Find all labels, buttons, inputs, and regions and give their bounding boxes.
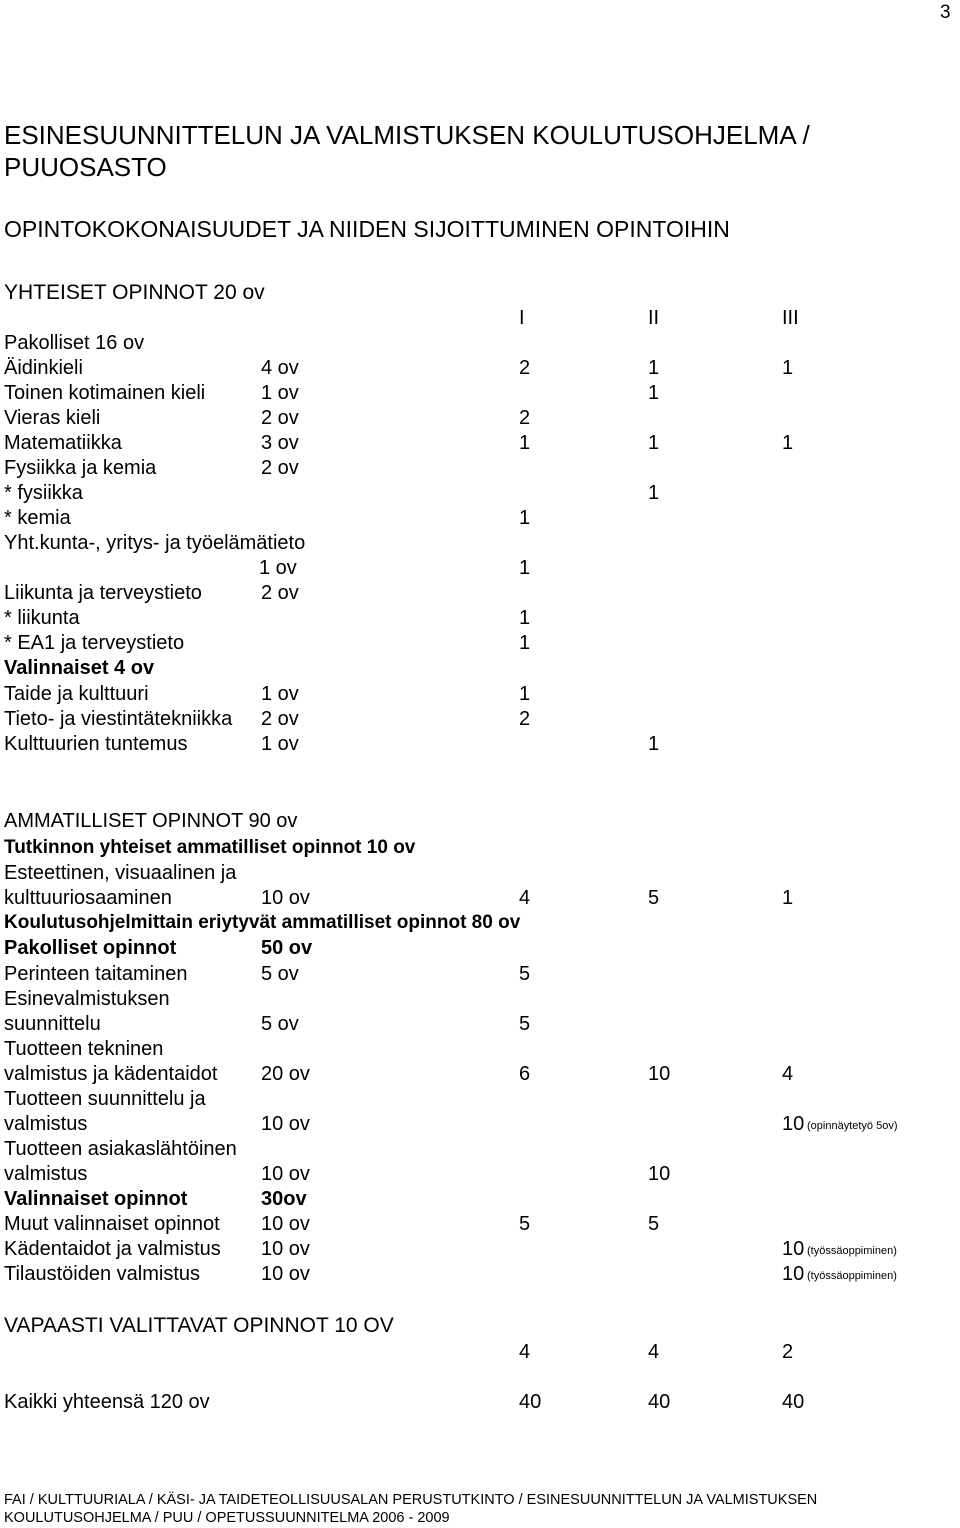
course-year2: 10 xyxy=(648,1063,671,1085)
course-ov: 10 ov xyxy=(261,1238,310,1260)
course-year2: 10 xyxy=(648,1163,671,1185)
course-ov: 10 ov xyxy=(261,1213,310,1235)
pakolliset-opinnot-ov: 50 ov xyxy=(261,937,313,959)
esteettinen-y1: 4 xyxy=(519,887,531,909)
course-year1: 1 xyxy=(519,632,531,654)
course-ov: 2 ov xyxy=(261,457,299,479)
course-year1: 2 xyxy=(519,357,531,379)
course-year1: 6 xyxy=(519,1063,531,1085)
course-name: Toinen kotimainen kieli xyxy=(4,382,206,404)
course-name-line2: suunnittelu xyxy=(4,1013,101,1035)
footer-line2: KOULUTUSOHJELMA / PUU / OPETUSSUUNNITELMA 2006 - 2009 xyxy=(4,1510,450,1526)
course-ov: 5 ov xyxy=(261,963,299,985)
course-year1: 2 xyxy=(519,407,531,429)
course-year3: 10 xyxy=(782,1238,805,1260)
footer-line1: FAI / KULTTUURIALA / KÄSI- JA TAIDETEOLLISUUSALAN PERUSTUTKINTO / ESINESUUNNITTELUN JA VALMISTUKSEN xyxy=(4,1492,818,1508)
esteettinen-ov: 10 ov xyxy=(261,887,310,909)
valinnaiset-opinnot-ov: 30ov xyxy=(261,1188,307,1210)
course-year2: 1 xyxy=(648,432,660,454)
course-year1: 1 xyxy=(519,507,531,529)
course-name: Kädentaidot ja valmistus xyxy=(4,1238,221,1260)
course-note: (työssäoppiminen) xyxy=(807,1245,897,1257)
course-ov: 20 ov xyxy=(261,1063,310,1085)
course-year2: 1 xyxy=(648,482,660,504)
year-header-3: III xyxy=(782,307,799,329)
pakolliset-opinnot-label: Pakolliset opinnot xyxy=(4,937,177,959)
esteettinen-line2: kulttuuriosaaminen xyxy=(4,887,172,909)
course-name-line1: Perinteen taitaminen xyxy=(4,963,188,985)
course-name-line1: Tuotteen tekninen xyxy=(4,1038,164,1060)
vapaasti-heading: VAPAASTI VALITTAVAT OPINNOT 10 OV xyxy=(4,1314,394,1337)
page-title-line2: PUUOSASTO xyxy=(4,152,167,182)
total-y1: 40 xyxy=(519,1391,542,1413)
course-name: Tilaustöiden valmistus xyxy=(4,1263,201,1285)
course-year3: 4 xyxy=(782,1063,794,1085)
course-ov: 10 ov xyxy=(261,1113,310,1135)
esteettinen-y2: 5 xyxy=(648,887,660,909)
course-ov: 10 ov xyxy=(261,1163,310,1185)
course-year3: 10 xyxy=(782,1263,805,1285)
course-year1: 1 xyxy=(519,432,531,454)
course-year2: 1 xyxy=(648,382,660,404)
esteettinen-y3: 1 xyxy=(782,887,794,909)
vapaasti-y3: 2 xyxy=(782,1341,794,1363)
course-name: * EA1 ja terveystieto xyxy=(4,632,185,654)
course-year1: 5 xyxy=(519,963,531,985)
course-name: Äidinkieli xyxy=(4,357,83,379)
total-label: Kaikki yhteensä 120 ov xyxy=(4,1391,210,1413)
course-note: (opinnäytetyö 5ov) xyxy=(807,1120,898,1132)
course-ov: 1 ov xyxy=(261,733,299,755)
course-name: Tieto- ja viestintätekniikka xyxy=(4,708,233,730)
course-year2: 1 xyxy=(648,733,660,755)
vapaasti-y2: 4 xyxy=(648,1341,660,1363)
esteettinen-line1: Esteettinen, visuaalinen ja xyxy=(4,862,237,884)
course-name: * liikunta xyxy=(4,607,80,629)
page-subtitle: OPINTOKOKONAISUUDET JA NIIDEN SIJOITTUMINEN OPINTOIHIN xyxy=(4,216,730,242)
valinnaiset-heading: Valinnaiset 4 ov xyxy=(4,657,155,679)
course-name: Fysiikka ja kemia xyxy=(4,457,157,479)
course-year1: 1 xyxy=(519,557,531,579)
course-name: Matematiikka xyxy=(4,432,122,454)
course-name: Vieras kieli xyxy=(4,407,101,429)
course-name: Muut valinnaiset opinnot xyxy=(4,1213,220,1235)
course-ov: 1 ov xyxy=(259,557,297,579)
valinnaiset-opinnot-label: Valinnaiset opinnot xyxy=(4,1188,188,1210)
page-number: 3 xyxy=(940,2,951,23)
vapaasti-y1: 4 xyxy=(519,1341,531,1363)
total-y3: 40 xyxy=(782,1391,805,1413)
pakolliset-heading: Pakolliset 16 ov xyxy=(4,332,145,354)
year-header-2: II xyxy=(648,307,660,329)
course-year3: 1 xyxy=(782,357,794,379)
course-name-line1: Tuotteen asiakaslähtöinen xyxy=(4,1138,237,1160)
year-header-1: I xyxy=(519,307,525,329)
course-note: (työssäoppiminen) xyxy=(807,1270,897,1282)
course-year1: 1 xyxy=(519,683,531,705)
course-name: Liikunta ja terveystieto xyxy=(4,582,202,604)
course-year2: 5 xyxy=(648,1213,660,1235)
page-title-line1: ESINESUUNNITTELUN JA VALMISTUKSEN KOULUTUSOHJELMA / xyxy=(4,120,810,150)
course-name-line1: Esinevalmistuksen xyxy=(4,988,170,1010)
course-name-line1: Tuotteen suunnittelu ja xyxy=(4,1088,206,1110)
course-ov: 3 ov xyxy=(261,432,299,454)
course-year3: 1 xyxy=(782,432,794,454)
course-ov: 2 ov xyxy=(261,708,299,730)
course-name: * fysiikka xyxy=(4,482,83,504)
course-year1: 5 xyxy=(519,1013,531,1035)
yhteiset-heading: YHTEISET OPINNOT 20 ov xyxy=(4,281,265,304)
course-ov: 2 ov xyxy=(261,582,299,604)
ammatilliset-heading: AMMATILLISET OPINNOT 90 ov xyxy=(4,810,298,832)
course-name-line2: valmistus xyxy=(4,1163,88,1185)
course-name-line2: valmistus ja kädentaidot xyxy=(4,1063,218,1085)
course-name-line2: valmistus xyxy=(4,1113,88,1135)
course-year1: 1 xyxy=(519,607,531,629)
course-name: Kulttuurien tuntemus xyxy=(4,733,188,755)
course-ov: 1 ov xyxy=(261,382,299,404)
course-name: Yht.kunta-, yritys- ja työelämätieto xyxy=(4,532,306,554)
course-name: * kemia xyxy=(4,507,71,529)
course-ov: 10 ov xyxy=(261,1263,310,1285)
course-year1: 5 xyxy=(519,1213,531,1235)
course-year1: 2 xyxy=(519,708,531,730)
course-year3: 10 xyxy=(782,1113,805,1135)
course-ov: 4 ov xyxy=(261,357,299,379)
course-ov: 5 ov xyxy=(261,1013,299,1035)
course-year2: 1 xyxy=(648,357,660,379)
total-y2: 40 xyxy=(648,1391,671,1413)
course-ov: 2 ov xyxy=(261,407,299,429)
tutkinnon-heading: Tutkinnon yhteiset ammatilliset opinnot 10 ov xyxy=(4,837,416,858)
koulutusohjelma-heading: Koulutusohjelmittain eriytyvät ammatilliset opinnot 80 ov xyxy=(4,912,521,933)
course-name: Taide ja kulttuuri xyxy=(4,683,149,705)
course-ov: 1 ov xyxy=(261,683,299,705)
